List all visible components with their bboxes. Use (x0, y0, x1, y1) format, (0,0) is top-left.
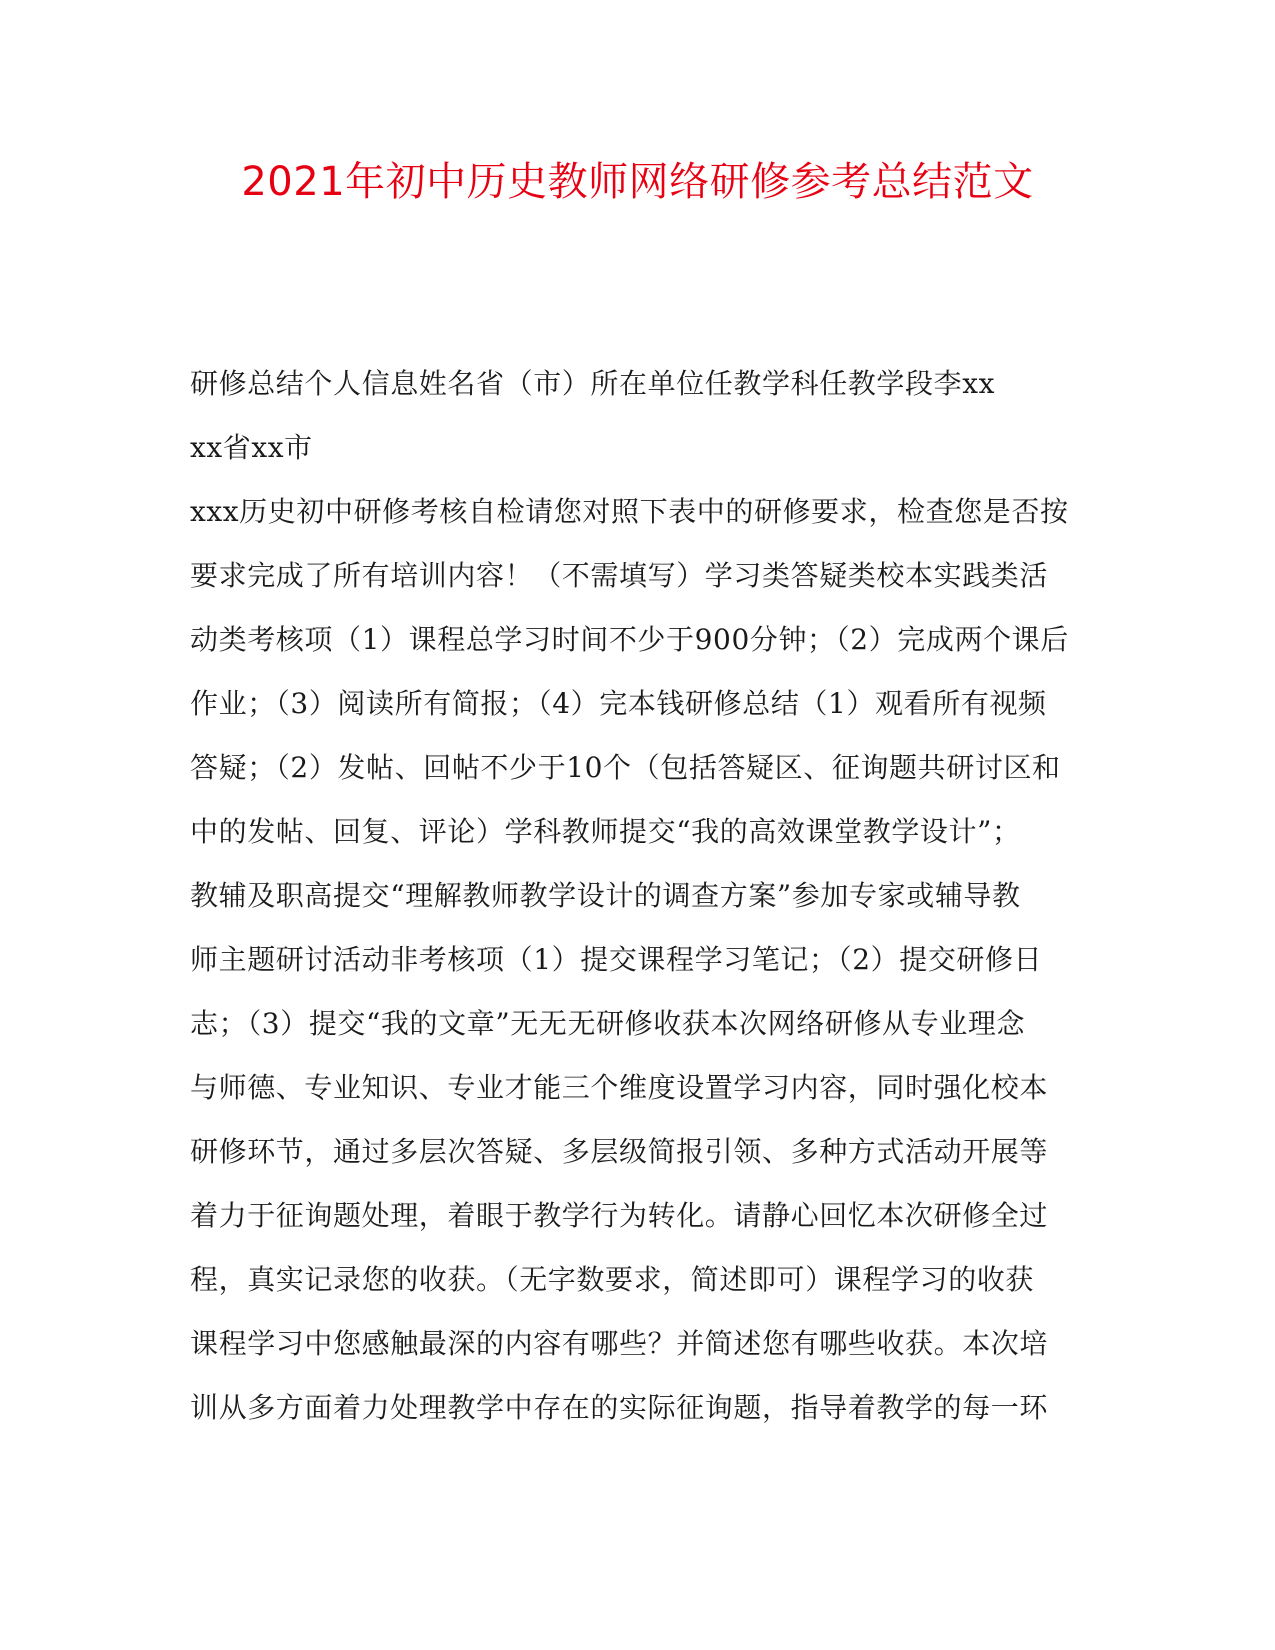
body-line: 与师德、专业知识、专业才能三个维度设置学习内容，同时强化校本 (190, 1071, 1049, 1104)
body-line: xx省xx市 (190, 431, 313, 464)
body-line: 志；（3）提交“我的文章”无无无研修收获本次网络研修从专业理念 (190, 1007, 1026, 1040)
body-line: 要求完成了所有培训内容！（不需填写）学习类答疑类校本实践类活 (190, 559, 1049, 592)
body-line: 着力于征询题处理，着眼于教学行为转化。请静心回忆本次研修全过 (190, 1199, 1049, 1232)
body-line: 动类考核项（1）课程总学习时间不少于900分钟；（2）完成两个课后 (190, 623, 1069, 656)
document-body (190, 352, 1090, 1440)
body-line: 答疑；（2）发帖、回帖不少于10个（包括答疑区、征询题共研讨区和 (190, 751, 1061, 784)
body-line: 作业；（3）阅读所有简报；（4）完本钱研修总结（1）观看所有视频 (190, 687, 1047, 720)
body-line: 课程学习中您感触最深的内容有哪些？并简述您有哪些收获。本次培 (190, 1327, 1049, 1360)
body-line: xxx历史初中研修考核自检请您对照下表中的研修要求，检查您是否按 (190, 495, 1069, 528)
body-line: 研修环节，通过多层次答疑、多层级简报引领、多种方式活动开展等 (190, 1135, 1049, 1168)
body-line: 训从多方面着力处理教学中存在的实际征询题，指导着教学的每一环 (190, 1391, 1049, 1424)
body-line: 程，真实记录您的收获。（无字数要求，简述即可）课程学习的收获 (190, 1263, 1035, 1296)
body-line: 中的发帖、回复、评论）学科教师提交“我的高效课堂教学设计”； (190, 815, 1021, 848)
document-title: 2021年初中历史教师网络研修参考总结范文 (241, 159, 1034, 205)
body-line: 研修总结个人信息姓名省（市）所在单位任教学科任教学段李xx (190, 367, 995, 400)
body-line: 师主题研讨活动非考核项（1）提交课程学习笔记；（2）提交研修日 (190, 943, 1043, 976)
body-line: 教辅及职高提交“理解教师教学设计的调查方案”参加专家或辅导教 (190, 879, 1021, 912)
